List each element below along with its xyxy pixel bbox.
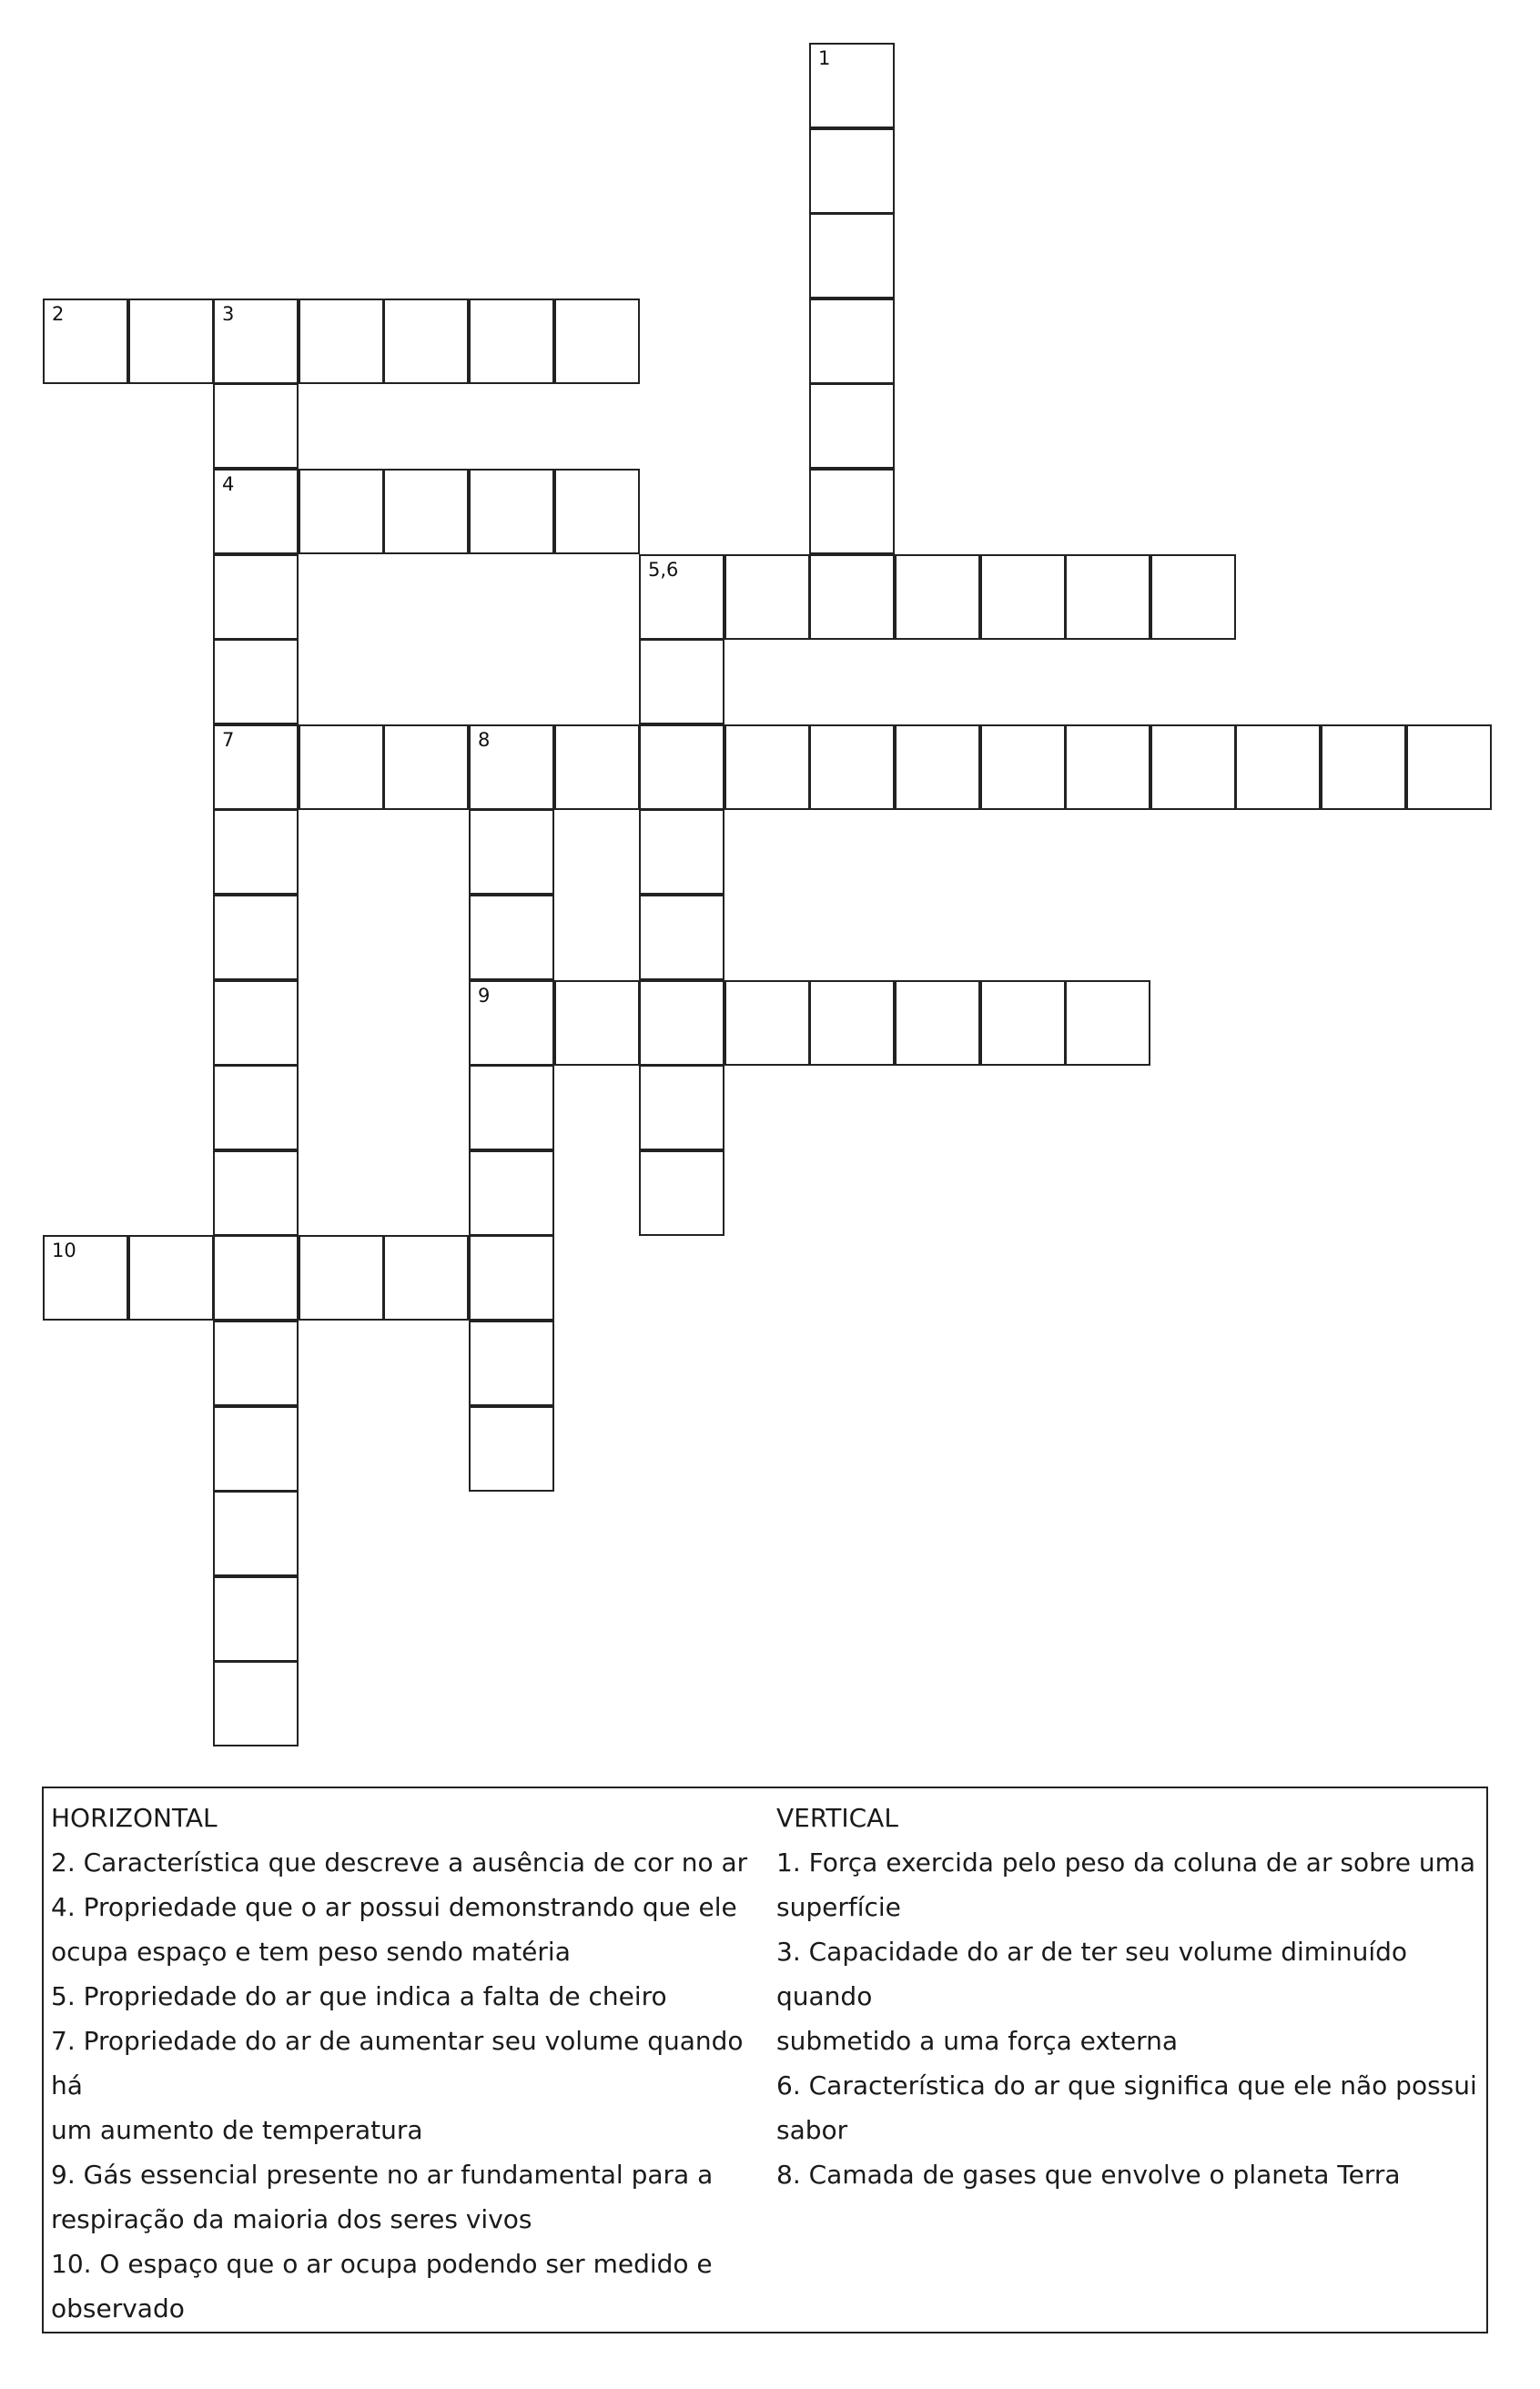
crossword-cell[interactable] [383,1235,469,1321]
clue-line: respiração da maioria dos seres vivos [51,2204,532,2234]
crossword-cell[interactable] [128,1235,214,1321]
crossword-cell[interactable] [554,724,640,810]
crossword-cell[interactable] [554,980,640,1066]
horizontal-clues [51,1796,761,2331]
crossword-cell[interactable] [1321,724,1406,810]
crossword-cell[interactable] [213,1661,299,1746]
crossword-cell[interactable] [724,724,810,810]
crossword-cell[interactable] [213,895,299,980]
crossword-cell[interactable] [1406,724,1492,810]
crossword-cell[interactable] [809,469,895,554]
crossword-cell[interactable] [809,213,895,299]
crossword-cell[interactable] [639,809,724,895]
clue-line: 6. Característica do ar que significa que ele não possui [776,2070,1477,2100]
crossword-cell[interactable] [809,554,895,640]
crossword-cell[interactable] [213,980,299,1066]
clue-number: 1 [818,47,831,69]
crossword-cell[interactable] [469,980,554,1066]
crossword-cell[interactable] [299,299,384,384]
clue-line: 1. Força exercida pelo peso da coluna de ar sobre uma [776,1847,1476,1878]
crossword-cell[interactable] [639,1150,724,1236]
clue-line: sabor [776,2115,848,2145]
crossword-cell[interactable] [469,1321,554,1406]
crossword-cell[interactable] [1235,724,1321,810]
crossword-cell[interactable] [213,724,299,810]
crossword-cell[interactable] [1065,554,1150,640]
clue-number: 8 [478,729,491,751]
crossword-cell[interactable] [213,383,299,469]
crossword-cell[interactable] [724,980,810,1066]
crossword-cell[interactable] [554,469,640,554]
crossword-cell[interactable] [639,895,724,980]
crossword-cell[interactable] [895,554,980,640]
crossword-cell[interactable] [1065,724,1150,810]
crossword-cell[interactable] [383,299,469,384]
crossword-cell[interactable] [724,554,810,640]
clue-number: 7 [222,729,235,751]
crossword-cell[interactable] [469,895,554,980]
crossword-cell[interactable] [1150,554,1236,640]
crossword-cell[interactable] [809,128,895,214]
crossword-cell[interactable] [809,299,895,384]
crossword-cell[interactable] [809,383,895,469]
crossword-cell[interactable] [1065,980,1150,1066]
crossword-cell[interactable] [43,299,128,384]
crossword-cell[interactable] [809,980,895,1066]
clue-number: 4 [222,473,235,495]
crossword-cell[interactable] [213,554,299,640]
crossword-cell[interactable] [213,1150,299,1236]
crossword-cell[interactable] [639,980,724,1066]
clue-number: 9 [478,985,491,1007]
clue-line: superfície [776,1892,901,1922]
crossword-cell[interactable] [809,43,895,128]
crossword-cell[interactable] [469,1150,554,1236]
clue-line: 9. Gás essencial presente no ar fundamental para a [51,2160,714,2190]
crossword-cell[interactable] [383,469,469,554]
crossword-cell[interactable] [213,1065,299,1150]
crossword-cell[interactable] [554,299,640,384]
clue-line: 8. Camada de gases que envolve o planeta Terra [776,2160,1401,2190]
vertical-title: VERTICAL [776,1803,898,1833]
clue-number: 3 [222,303,235,325]
crossword-cell[interactable] [895,724,980,810]
clue-line: 10. O espaço que o ar ocupa podendo ser medido e [51,2249,713,2279]
crossword-cell[interactable] [299,1235,384,1321]
clues-box [42,1787,1488,2333]
crossword-cell[interactable] [469,299,554,384]
crossword-cell[interactable] [639,639,724,724]
clue-line: 3. Capacidade do ar de ter seu volume diminuído quando [776,1937,1408,2011]
crossword-cell[interactable] [980,724,1066,810]
clue-line: observado [51,2293,185,2323]
clue-line: submetido a uma força externa [776,2026,1179,2056]
crossword-cell[interactable] [469,1065,554,1150]
crossword-cell[interactable] [469,469,554,554]
crossword-cell[interactable] [980,554,1066,640]
crossword-cell[interactable] [895,980,980,1066]
horizontal-title: HORIZONTAL [51,1803,218,1833]
crossword-cell[interactable] [213,1406,299,1492]
crossword-cell[interactable] [980,980,1066,1066]
crossword-cell[interactable] [639,554,724,640]
clue-number: 2 [52,303,65,325]
crossword-cell[interactable] [639,1065,724,1150]
crossword-cell[interactable] [213,1491,299,1576]
crossword-cell[interactable] [213,1235,299,1321]
crossword-cell[interactable] [469,809,554,895]
clue-line: 4. Propriedade que o ar possui demonstrando que ele [51,1892,737,1922]
clue-line: 7. Propriedade do ar de aumentar seu volume quando há [51,2026,744,2100]
clue-line: 5. Propriedade do ar que indica a falta de cheiro [51,1981,667,2011]
vertical-clues [776,1796,1477,2197]
crossword-cell[interactable] [213,809,299,895]
crossword-cell[interactable] [213,299,299,384]
crossword-cell[interactable] [213,1576,299,1662]
crossword-cell[interactable] [213,639,299,724]
crossword-cell[interactable] [1150,724,1236,810]
crossword-cell[interactable] [43,1235,128,1321]
crossword-cell[interactable] [809,724,895,810]
crossword-cell[interactable] [469,1235,554,1321]
crossword-cell[interactable] [213,469,299,554]
crossword-cell[interactable] [469,1406,554,1492]
clue-line: 2. Característica que descreve a ausência de cor no ar [51,1847,748,1878]
clue-number: 5,6 [648,559,679,581]
crossword-cell[interactable] [213,1321,299,1406]
crossword-cell[interactable] [383,724,469,810]
clue-number: 10 [52,1240,76,1261]
clue-line: um aumento de temperatura [51,2115,423,2145]
crossword-cell[interactable] [639,724,724,810]
crossword-cell[interactable] [299,724,384,810]
crossword-cell[interactable] [299,469,384,554]
crossword-cell[interactable] [128,299,214,384]
crossword-cell[interactable] [469,724,554,810]
clue-line: ocupa espaço e tem peso sendo matéria [51,1937,571,1967]
